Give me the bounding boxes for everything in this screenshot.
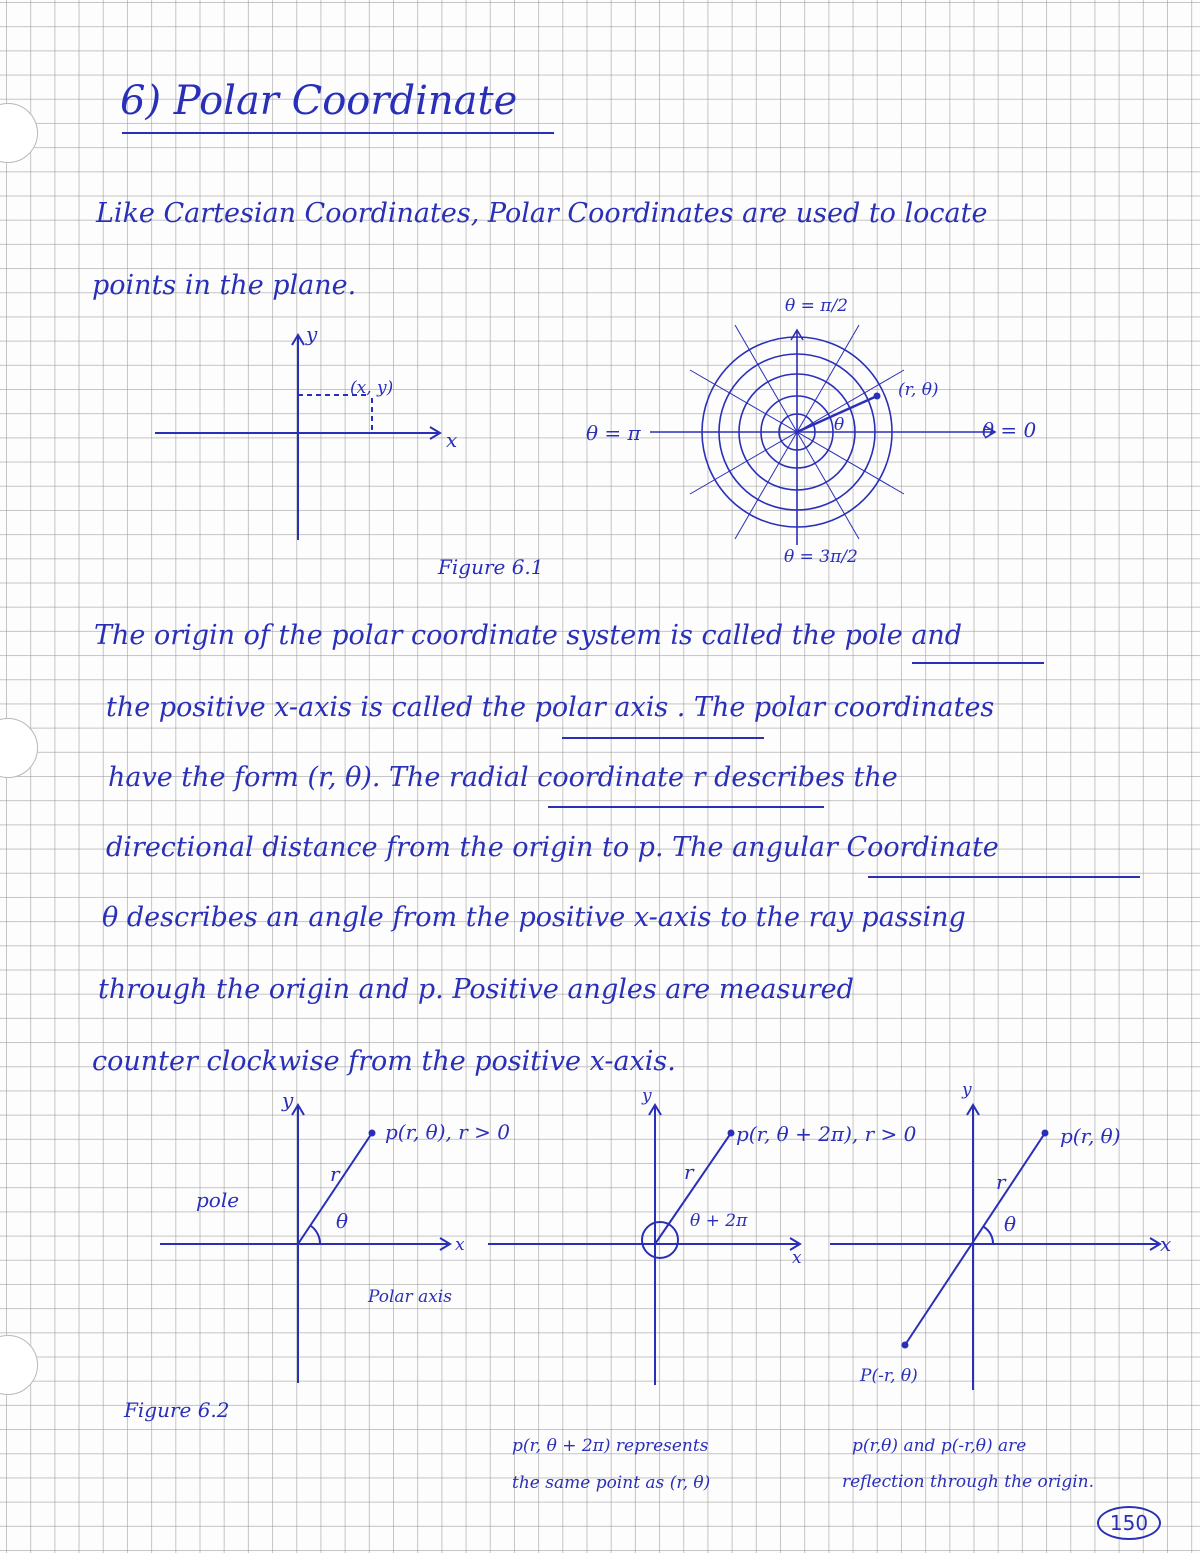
panel1-y-label: y xyxy=(282,1088,294,1112)
panel2-r-label: r xyxy=(684,1160,694,1184)
cartesian-y-label: y xyxy=(306,322,318,346)
panel2-angle-label: θ + 2π xyxy=(690,1211,748,1231)
panel2-note-line: the same point as (r, θ) xyxy=(512,1473,711,1493)
body-line: directional distance from the origin to p. The angular Coordinate xyxy=(106,832,999,863)
figure-caption: Figure 6.2 xyxy=(124,1398,230,1422)
body-line: the positive x-axis is called the polar axis . The polar coordinates xyxy=(106,692,995,723)
panel2-point-label: p(r, θ + 2π), r > 0 xyxy=(736,1122,917,1146)
page-title: 6) Polar Coordinate xyxy=(120,78,518,124)
panel3-y-label: y xyxy=(962,1080,972,1100)
panel1-point-label: p(r, θ), r > 0 xyxy=(385,1120,510,1144)
polar-angle-label: θ xyxy=(834,415,845,435)
cartesian-x-label: x xyxy=(446,428,458,452)
panel3-angle-label: θ xyxy=(1004,1212,1017,1236)
body-line: The origin of the polar coordinate system is called the pole and xyxy=(94,620,963,651)
polar-point-label: (r, θ) xyxy=(898,380,939,400)
figure-caption: Figure 6.1 xyxy=(438,555,544,579)
panel3-note-line: p(r,θ) and p(-r,θ) are xyxy=(852,1436,1027,1456)
panel3-x-label: x xyxy=(1160,1232,1172,1256)
panel1-angle-label: θ xyxy=(336,1209,349,1233)
panel3-r-label: r xyxy=(996,1170,1006,1194)
panel1-pole-label: pole xyxy=(196,1188,240,1212)
polar-label-left: θ = π xyxy=(586,421,641,445)
polar-label-bottom: θ = 3π/2 xyxy=(784,547,858,567)
intro-line: points in the plane. xyxy=(92,270,357,301)
panel3-note-line: reflection through the origin. xyxy=(842,1472,1095,1492)
body-line: θ describes an angle from the positive x-axis to the ray passing xyxy=(102,902,966,933)
cartesian-point-label: (x, y) xyxy=(350,378,394,398)
page-number: 150 xyxy=(1097,1506,1161,1540)
intro-line: Like Cartesian Coordinates, Polar Coordinates are used to locate xyxy=(96,198,988,229)
panel3-point-label: p(r, θ) xyxy=(1060,1124,1121,1148)
panel2-x-label: x xyxy=(792,1248,802,1268)
polar-label-right: θ = 0 xyxy=(982,418,1037,442)
panel1-r-label: r xyxy=(330,1162,340,1186)
body-line: through the origin and p. Positive angles are measured xyxy=(98,974,854,1005)
panel2-y-label: y xyxy=(642,1086,652,1106)
panel3-neg-point-label: P(-r, θ) xyxy=(860,1366,918,1386)
body-line: counter clockwise from the positive x-axis. xyxy=(92,1046,676,1077)
polar-label-top: θ = π/2 xyxy=(785,296,849,316)
panel1-x-label: x xyxy=(455,1235,465,1255)
body-line: have the form (r, θ). The radial coordinate r describes the xyxy=(108,762,898,793)
panel2-note-line: p(r, θ + 2π) represents xyxy=(512,1436,709,1456)
panel1-polar-axis-label: Polar axis xyxy=(368,1287,452,1307)
